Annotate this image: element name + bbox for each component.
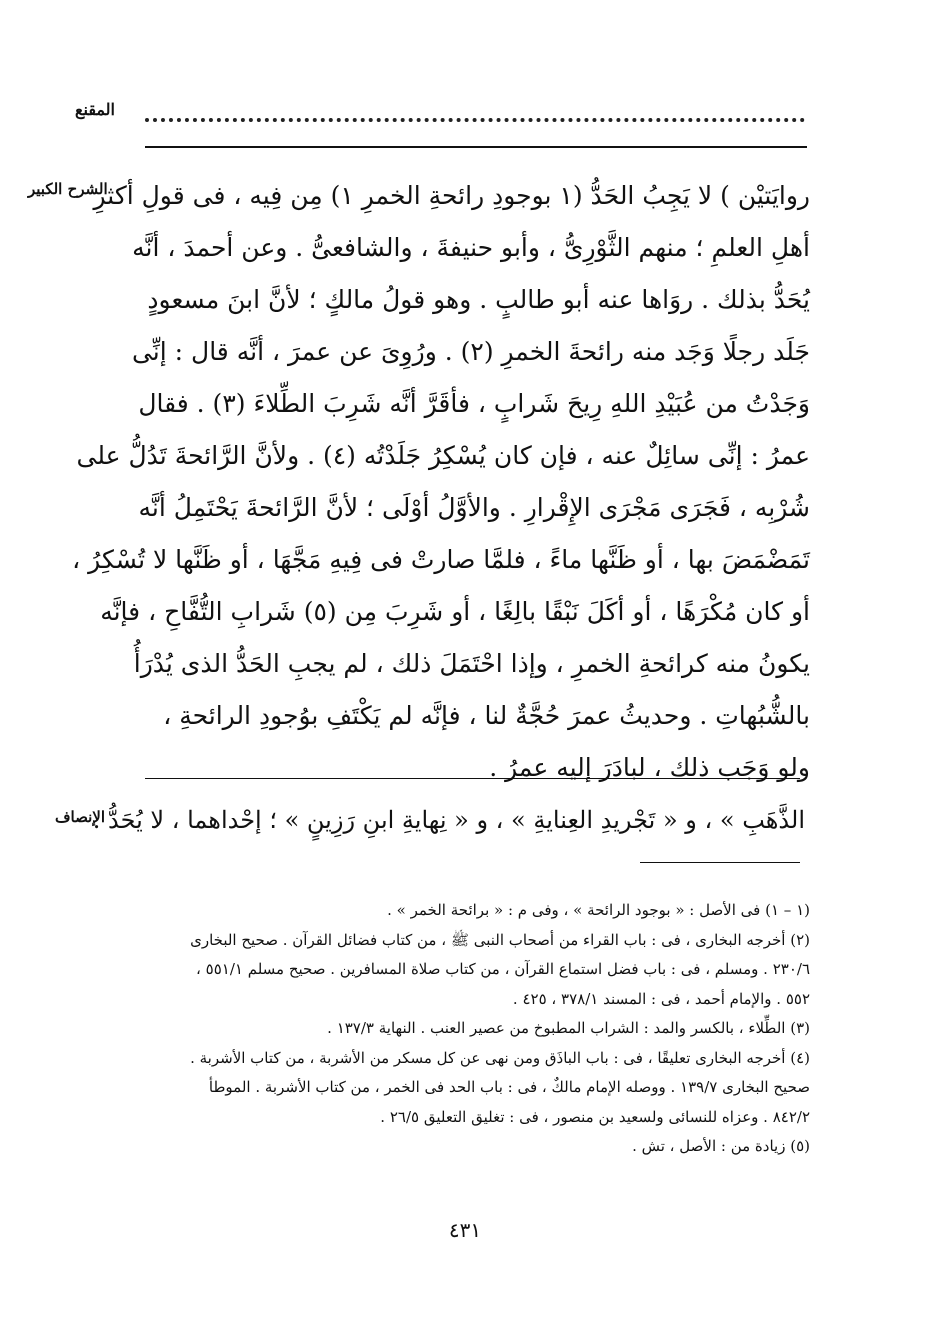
footnote-line: (٣) الطِّلاء ، بالكسر والمد : الشراب المطبوخ من عصير العنب . النهاية ١٣٧/٣ .: [327, 1019, 810, 1037]
header-dotted-leader: [145, 118, 805, 122]
main-line: شُرْبِه ، فَجَرَى مَجْرَى الإِقْرارِ . والأوَّلُ أوْلَى ؛ لأنَّ الرَّائحةَ يَحْتَمِلُ أنَّه: [138, 493, 810, 522]
main-line: وَجَدْتُ من عُبَيْدِ اللهِ رِيحَ شَرابٍ ، فأقَرَّ أنَّه شَرِبَ الطِّلاءَ (٣) . فقال: [138, 389, 810, 418]
footnote-line: (٤) أخرجه البخارى تعليقًا ، فى : باب الباذَق ومن نهى عن كل مسكر من الأشربة ، من كتاب الأشربة .: [190, 1048, 810, 1067]
footnote-line: (٢) أخرجه البخارى ، فى : باب القراء من أصحاب النبى ﷺ ، من كتاب فضائل القرآن . صحيح البخارى: [190, 930, 810, 949]
footnotes: [120, 896, 810, 1162]
footnote-line: ٨٤٢/٢ . وعزاه للنسائى ولسعيد بن منصور ، فى : تغليق التعليق ٢٦/٥ .: [380, 1107, 810, 1126]
running-header-title: المقنع: [74, 100, 115, 119]
main-line: أهلِ العلمِ ؛ منهم الثَّوْرِىُّ ، وأبو حنيفةَ ، والشافعىُّ . وعن أحمدَ ، أنَّه: [132, 233, 810, 262]
footnote-line: (٥) زيادة من : الأصل ، تش .: [632, 1137, 810, 1155]
main-line: عمرُ : إنِّى سائِلٌ عنه ، فإن كان يُسْكِرُ جَلَدْتُه (٤) . ولأنَّ الرَّائحةَ تَدُلُّ على: [76, 441, 810, 470]
main-line: يُحَدُّ بذلك . روَاها عنه أبو طالبٍ . وهو قولُ مالكٍ ؛ لأنَّ ابنَ مسعودٍ: [147, 285, 810, 314]
main-line: بالشُّبُهاتِ . وحديثُ عمرَ حُجَّةٌ لنا ، فإنَّه لم يَكْتَفِ بوُجودِ الرائحةِ ،: [163, 701, 810, 730]
footnote-line: ٥٥٢ . والإمام أحمد ، فى : المسند ٣٧٨/١ ، ٤٢٥ .: [512, 989, 810, 1008]
margin-label-insaf: الإنصاف: [55, 808, 106, 826]
main-line: جَلَد رجلًا وَجَد منه رائحةَ الخمرِ (٢) . ورُوِىَ عن عمرَ ، أنَّه قال : إنِّى: [131, 337, 810, 366]
main-line: تَمَضْمَضَ بها ، أو ظَنَّها ماءً ، فلمَّا صارتْ فى فِيهِ مَجَّهَا ، أو ظَنَّها لا تُسْكِرُ ،: [72, 545, 810, 574]
footnote-line: ٢٣٠/٦ . ومسلم ، فى : باب فضل استماع القرآن ، من كتاب صلاة المسافرين . صحيح مسلم ٥٥١/١ ،: [196, 960, 810, 978]
footnote-line: (١ – ١) فى الأصل : « بوجود الرائحة » ، وفى م : « برائحة الخمر » .: [387, 901, 810, 919]
main-line: يكونُ منه كرائحةِ الخمرِ ، وإذا احْتَمَلَ ذلك ، لم يجبِ الحَدُّ الذى يُدْرَأُ: [133, 649, 810, 678]
footnote-rule: [640, 862, 800, 863]
main-line: روايَتيْن ) لا يَجِبُ الحَدُّ (١ بوجودِ رائحةِ الخمرِ ١) مِن فِيه ، فى قولِ أكثرِ: [93, 181, 810, 210]
footnote-line: صحيح البخارى ١٣٩/٧ . ووصله الإمام مالكٌ ، فى : باب الحد فى الخمر ، من كتاب الأشربة . الموطأ: [208, 1078, 810, 1096]
header-rule: [145, 146, 807, 148]
page-number: ٤٣١: [448, 1218, 482, 1242]
margin-label-sharh: الشرح الكبير: [28, 180, 108, 198]
main-line: ولو وَجَب ذلك ، لبادَرَ إليه عمرُ .: [489, 753, 810, 782]
section-divider: [145, 778, 800, 779]
insaf-text: الذَّهَبِ » ، و « تَجْريدِ العِنايةِ » ، و « نِهايةِ ابنِ رَزِينٍ » ؛ إحْداهما ، لا يُحَدُّ .: [92, 806, 805, 834]
main-commentary: [72, 170, 810, 794]
main-line: أو كان مُكْرَهًا ، أو أكَلَ نَبْقًا بالِغًا ، أو شَرِبَ مِن (٥) شَرابِ التُّفَّاحِ ، فإنَّه: [100, 597, 810, 626]
